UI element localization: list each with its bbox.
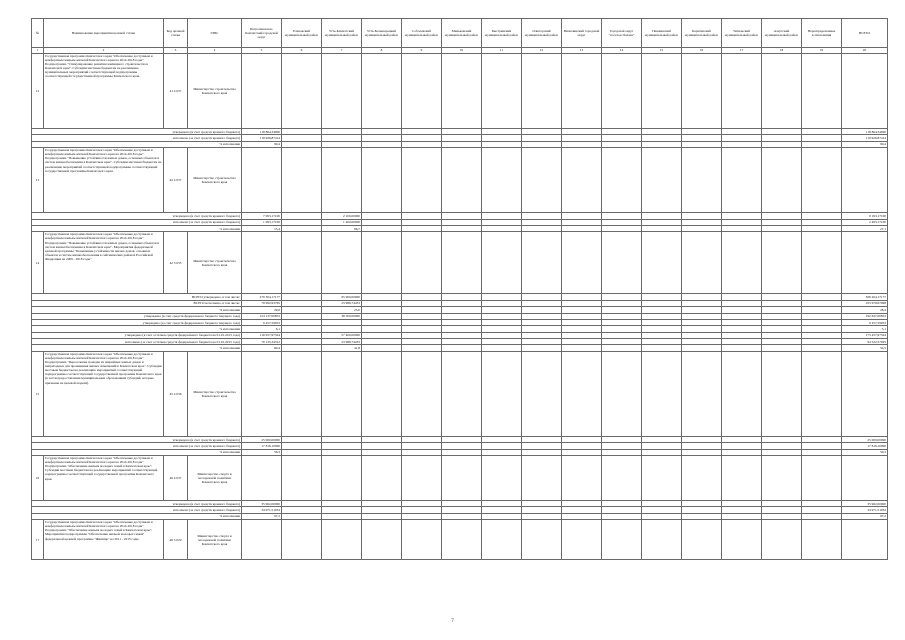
empty-cell [242, 232, 282, 294]
page-number: 7 [451, 619, 454, 624]
amount-ust-kamchatsky: 23 986,74433 [322, 339, 362, 345]
empty-cell [762, 54, 802, 129]
column-header: Карагинский муниципальный район [682, 19, 722, 48]
amount-petropavlovsk: 99,4 [242, 141, 282, 147]
empty-cell [482, 351, 522, 436]
amount-petropavlovsk: 118 864,34000 [242, 129, 282, 135]
empty-cell [762, 456, 802, 501]
empty-cell [602, 232, 642, 294]
empty-cell [682, 148, 722, 213]
column-header: Наименование мероприятия целевой статьи [44, 19, 164, 48]
grbs-ministry: Министерство строительства Камчатского края [188, 351, 242, 436]
amount-ust-kamchatsky: 41,8 [322, 345, 362, 351]
empty-cell [682, 520, 722, 560]
column-number: 6 [282, 48, 322, 54]
column-header: Елизовский муниципальный район [282, 19, 322, 48]
amount-total: 59,3 [842, 449, 888, 455]
amount-label: % исполнения [32, 513, 242, 519]
amount-total: 118 864,34000 [842, 129, 888, 135]
empty-cell [722, 456, 762, 501]
amount-petropavlovsk: 6,1 [242, 326, 282, 332]
program-description: Государственная программа Камчатского края "Обеспечение доступным и комфортным жильем жителей Камчатского края на 2014-2018 годы" Подпрограмма "Стимулирование развития жилищного строительства в Камчатском крае". Субсидии местным бюджетам на реализацию муниципальных мероприятий соответствующей подпрограммы соответствующей государственной программы Камчатского края. [44, 54, 164, 129]
empty-cell [802, 351, 842, 436]
amount-label: % исполнения [32, 307, 242, 313]
empty-cell [442, 520, 482, 560]
empty-cell [562, 54, 602, 129]
empty-cell [242, 351, 282, 436]
column-header: Пенжинский муниципальный район [642, 19, 682, 48]
program-row [32, 520, 888, 560]
row-number: 16 [32, 456, 44, 501]
empty-cell [762, 520, 802, 560]
amount-ust-kamchatsky: 1 400,00000 [322, 219, 362, 225]
empty-cell [842, 232, 888, 294]
empty-cell [242, 520, 282, 560]
amount-total: 366 204,17177 [842, 294, 888, 300]
empty-cell [802, 232, 842, 294]
grbs-ministry: Министерство строительства Камчатского края [188, 232, 242, 294]
row-number: 15 [32, 351, 44, 436]
empty-cell [282, 456, 322, 501]
empty-cell [482, 54, 522, 129]
empty-cell [842, 520, 888, 560]
target-code: 46 4 037 [164, 456, 188, 501]
empty-cell [362, 520, 402, 560]
column-number: 14 [602, 48, 642, 54]
empty-cell [322, 351, 362, 436]
program-description: Государственная программа Камчатского края "Обеспечение доступным и комфортным жильем жителей Камчатского края на 2014-2018 годы" Подпрограмма "Переселение граждан из аварийных жилых домов и непригодных для проживания жилых помещений в Камчатском крае". Субсидии местным бюджетам на реализацию мероприятий соответствующей подпрограммы соответствующей государственной программы Камчатского края (в части предоставления муниципальным образованиям субсидий, которые признаны не целевой модели). [44, 351, 164, 436]
empty-cell [642, 520, 682, 560]
program-description: Государственная программа Камчатского края "Обеспечение доступным и комфортным жильем жителей Камчатского края на 2014-2018 годы" Подпрограмма "Повышение устойчивости жилых домов, основных объектов и систем жизнеобеспечения в Камчатском крае". Мероприятия федеральной целевой программы "Повышение устойчивости жилых домов, основных объектов и систем жизнеобеспечения в сейсмических районах Российской Федерации на 2009 - 2018 годы" [44, 232, 164, 294]
empty-cell [402, 148, 442, 213]
empty-cell [242, 456, 282, 501]
empty-cell [282, 351, 322, 436]
amount-total: 192 637,00853 [842, 313, 888, 319]
empty-cell [522, 520, 562, 560]
empty-cell [482, 456, 522, 501]
empty-cell [722, 351, 762, 436]
empty-cell [282, 232, 322, 294]
amount-petropavlovsk: 15,4 [242, 225, 282, 231]
column-number: 19 [802, 48, 842, 54]
column-header: ГРБС [188, 19, 242, 48]
empty-cell [562, 232, 602, 294]
empty-cell [482, 520, 522, 560]
report-page [31, 18, 886, 630]
amount-total: 9 457,59053 [842, 319, 888, 325]
empty-cell [682, 351, 722, 436]
row-number: 17 [32, 520, 44, 560]
empty-cell [802, 148, 842, 213]
empty-cell [602, 456, 642, 501]
amount-petropavlovsk: 29,6 [242, 307, 282, 313]
empty-cell [802, 456, 842, 501]
program-description: Государственная программа Камчатского края "Обеспечение доступным и комфортным жильем жителей Камчатского края на 2014-2018 годы" Подпрограмма "Повышение устойчивости жилых домов, основных объектов и систем жизнеобеспечения в Камчатском крае". Субсидии местным бюджетам на реализацию мероприятий соответствующей подпрограммы соответствующей государственной программы Камчатского края. [44, 148, 164, 213]
target-code: 46 5 020 [164, 520, 188, 560]
amount-total: 17 816,10090 [842, 443, 888, 449]
empty-cell [322, 54, 362, 129]
empty-cell [842, 456, 888, 501]
amount-petropavlovsk: 116 057,97324 [242, 332, 282, 338]
column-number: 3 [164, 48, 188, 54]
empty-cell [442, 456, 482, 501]
empty-cell [602, 351, 642, 436]
column-number: 13 [562, 48, 602, 54]
amount-ust-kamchatsky: 57 400,00000 [322, 332, 362, 338]
amount-ust-kamchatsky: 38 500,00000 [322, 313, 362, 319]
empty-cell [402, 54, 442, 129]
amount-petropavlovsk: 79 992,93765 [242, 300, 282, 306]
target-code: 42 5 035 [164, 232, 188, 294]
column-header: Быстринский муниципальный район [482, 19, 522, 48]
empty-cell [642, 351, 682, 436]
amount-label: % исполнения [32, 225, 242, 231]
column-number: 1 [32, 48, 44, 54]
amount-petropavlovsk: 154 137,00853 [242, 313, 282, 319]
amount-ust-kamchatsky: 95 900,00000 [322, 294, 362, 300]
grbs-ministry: Министерство строительства Камчатского края [188, 54, 242, 129]
amount-petropavlovsk: 270 304,17177 [242, 294, 282, 300]
empty-cell [442, 351, 482, 436]
amount-petropavlovsk: 35 962,00000 [242, 501, 282, 507]
amount-total: 2 493,17100 [842, 219, 888, 225]
budget-table [31, 18, 888, 560]
empty-cell [442, 232, 482, 294]
empty-cell [522, 232, 562, 294]
column-header: Код целевой статьи [164, 19, 188, 48]
program-description: Государственная программа Камчатского края "Обеспечение доступным и комфортным жильем жителей Камчатского края на 2014-2018 годы" Подпрограмма "Обеспечение жильем молодых семей в Камчатском крае". Субсидии местным бюджетам на реализацию мероприятий соответствующей подпрограммы соответствующей государственной программы Камчатского края. [44, 456, 164, 501]
empty-cell [522, 148, 562, 213]
amount-label: исполнено (за счет средств краевого бюджета) [32, 443, 242, 449]
empty-cell [522, 456, 562, 501]
empty-cell [402, 456, 442, 501]
amount-total: 97,2 [842, 513, 888, 519]
amount-petropavlovsk: 119 926,87414 [242, 135, 282, 141]
column-number: 2 [44, 48, 164, 54]
amount-ust-kamchatsky: 23 986,74433 [322, 300, 362, 306]
empty-cell [322, 456, 362, 501]
amount-label: утверждено (в счет остатков средств федерального бюджета на 01.01.2015 года) [32, 332, 242, 338]
amount-label: утверждено (в счет средств краевого бюджета) [32, 436, 242, 442]
empty-cell [682, 456, 722, 501]
amount-label: исполнено (за счет остатков средств федерального бюджета на 01.01.2015 года) [32, 339, 242, 345]
empty-cell [442, 54, 482, 129]
amount-label: % исполнения [32, 141, 242, 147]
column-header: Петропавловск-Камчатский городской округ [242, 19, 282, 48]
column-header: Усть-Камчатский муниципальный район [322, 19, 362, 48]
amount-petropavlovsk: 9 457,59053 [242, 319, 282, 325]
amount-petropavlovsk: 17 816,10090 [242, 443, 282, 449]
amount-ust-kamchatsky: 25,0 [322, 307, 362, 313]
amount-total: 5,1 [842, 326, 888, 332]
empty-cell [522, 54, 562, 129]
grbs-ministry: Министерство спорта и молодежной политики Камчатского края [188, 456, 242, 501]
amount-label: % исполнения [32, 345, 242, 351]
empty-cell [762, 148, 802, 213]
empty-cell [562, 520, 602, 560]
empty-cell [642, 54, 682, 129]
empty-cell [842, 148, 888, 213]
row-number: 13 [32, 148, 44, 213]
grbs-ministry: Министерство спорта и молодежной политики Камчатского края [188, 520, 242, 560]
amount-label: утверждено (в счет средств федерального бюджета текущего года) [32, 313, 242, 319]
column-header: Соболевский муниципальный район [402, 19, 442, 48]
empty-cell [362, 232, 402, 294]
grbs-ministry: Министерство строительства Камчатского края [188, 148, 242, 213]
amount-ust-kamchatsky: 66,7 [322, 225, 362, 231]
empty-cell [362, 54, 402, 129]
column-number: 7 [322, 48, 362, 54]
empty-cell [562, 456, 602, 501]
column-number: 18 [762, 48, 802, 54]
column-number: 5 [242, 48, 282, 54]
program-row [32, 54, 888, 129]
empty-cell [242, 54, 282, 129]
empty-cell [562, 148, 602, 213]
amount-petropavlovsk: 97,2 [242, 513, 282, 519]
program-description: Государственная программа Камчатского края "Обеспечение доступным и комфортным жильем жителей Камчатского края на 2014-2018 годы" Подпрограмма "Обеспечение жильем молодых семей в Камчатском крае". Мероприятия подпрограммы "Обеспечение жильем молодых семей" федеральной целевой программы "Жилище" на 2011 - 2015 годы. [44, 520, 164, 560]
empty-cell [362, 351, 402, 436]
empty-cell [282, 148, 322, 213]
empty-cell [362, 148, 402, 213]
column-number: 12 [522, 48, 562, 54]
target-code: 42 4 037 [164, 148, 188, 213]
amount-label: утверждено (за счет средств федерального бюджета текущего года) [32, 319, 242, 325]
empty-cell [242, 148, 282, 213]
empty-cell [482, 232, 522, 294]
empty-cell [802, 520, 842, 560]
empty-cell [602, 520, 642, 560]
empty-cell [322, 148, 362, 213]
amount-petropavlovsk: 34 971,51034 [242, 507, 282, 513]
amount-label: % исполнения [32, 449, 242, 455]
empty-cell [722, 232, 762, 294]
empty-cell [802, 54, 842, 129]
amount-total: 173 457,97324 [842, 332, 888, 338]
column-number: 11 [482, 48, 522, 54]
amount-total: 9 193,17100 [842, 213, 888, 219]
header-row [32, 19, 888, 48]
empty-cell [642, 148, 682, 213]
amount-ust-kamchatsky: 2 100,00000 [322, 213, 362, 219]
empty-cell [842, 54, 888, 129]
column-header: ВСЕГО [842, 19, 888, 48]
amount-label: исполнено (за счет средств краевого бюджета) [32, 507, 242, 513]
column-header: Мильковский муниципальный район [442, 19, 482, 48]
amount-total: 25 000,00000 [842, 436, 888, 442]
column-header: № [32, 19, 44, 48]
empty-cell [402, 520, 442, 560]
table-body [32, 19, 888, 560]
empty-cell [642, 232, 682, 294]
empty-cell [522, 351, 562, 436]
amount-total: 99,4 [842, 141, 888, 147]
program-row [32, 232, 888, 294]
amount-total: 27,1 [842, 225, 888, 231]
empty-cell [402, 232, 442, 294]
column-number: 17 [722, 48, 762, 54]
column-number: 8 [362, 48, 402, 54]
target-code: 45 4 036 [164, 351, 188, 436]
amount-label: исполнено (за счет средств краевого бюджета) [32, 219, 242, 225]
empty-cell [842, 351, 888, 436]
amount-total: 94 522,57045 [842, 339, 888, 345]
amount-total: 35 962,00000 [842, 501, 888, 507]
amount-label: утверждено (в счет средств краевого бюджета) [32, 501, 242, 507]
column-header: Алеутский муниципальный район [762, 19, 802, 48]
empty-cell [402, 351, 442, 436]
empty-cell [322, 232, 362, 294]
empty-cell [282, 54, 322, 129]
program-row [32, 351, 888, 436]
amount-label: ВСЕГО утверждено, в том числе: [32, 294, 242, 300]
empty-cell [282, 520, 322, 560]
column-header: Олюторский муниципальный район [522, 19, 562, 48]
amount-petropavlovsk: 25 000,00000 [242, 436, 282, 442]
row-number: 14 [32, 232, 44, 294]
program-row [32, 456, 888, 501]
column-number: 4 [188, 48, 242, 54]
empty-cell [682, 54, 722, 129]
program-row [32, 148, 888, 213]
column-number: 20 [842, 48, 888, 54]
amount-label: исполнено (за счет средств краевого бюджета) [32, 135, 242, 141]
column-header: Вилючинский городской округ [562, 19, 602, 48]
column-number: 15 [642, 48, 682, 54]
empty-cell [442, 148, 482, 213]
column-header: Нераспределенные ассигнования [802, 19, 842, 48]
empty-cell [762, 351, 802, 436]
amount-petropavlovsk: 70 135,34312 [242, 339, 282, 345]
column-number: 9 [402, 48, 442, 54]
empty-cell [602, 148, 642, 213]
amount-total: 54,5 [842, 345, 888, 351]
column-number: 10 [442, 48, 482, 54]
empty-cell [682, 232, 722, 294]
empty-cell [602, 54, 642, 129]
column-header: Городской округ "поселок Палана" [602, 19, 642, 48]
amount-total: 119 926,87414 [842, 135, 888, 141]
empty-cell [362, 456, 402, 501]
amount-label: утверждено (в счет средств краевого бюджета) [32, 213, 242, 219]
target-code: 41 4 037 [164, 54, 188, 129]
empty-cell [642, 456, 682, 501]
amount-petropavlovsk: 7 093,17100 [242, 213, 282, 219]
amount-total: 103 979,67998 [842, 300, 888, 306]
amount-label: утверждено (в счет средств краевого бюджета) [32, 129, 242, 135]
column-number: 16 [682, 48, 722, 54]
empty-cell [722, 54, 762, 129]
column-header: Тигильский муниципальный район [722, 19, 762, 48]
column-header: Усть-Большерецкий муниципальный район [362, 19, 402, 48]
empty-cell [562, 351, 602, 436]
row-number: 12 [32, 54, 44, 129]
empty-cell [482, 148, 522, 213]
empty-cell [322, 520, 362, 560]
amount-petropavlovsk: 56,3 [242, 449, 282, 455]
amount-petropavlovsk: 60,4 [242, 345, 282, 351]
amount-label: ВСЕГО исполнено, в том числе: [32, 300, 242, 306]
empty-cell [722, 520, 762, 560]
amount-label: % исполнения [32, 326, 242, 332]
amount-total: 34 971,51034 [842, 507, 888, 513]
empty-cell [762, 232, 802, 294]
amount-petropavlovsk: 1 093,17100 [242, 219, 282, 225]
empty-cell [722, 148, 762, 213]
amount-total: 28,4 [842, 307, 888, 313]
